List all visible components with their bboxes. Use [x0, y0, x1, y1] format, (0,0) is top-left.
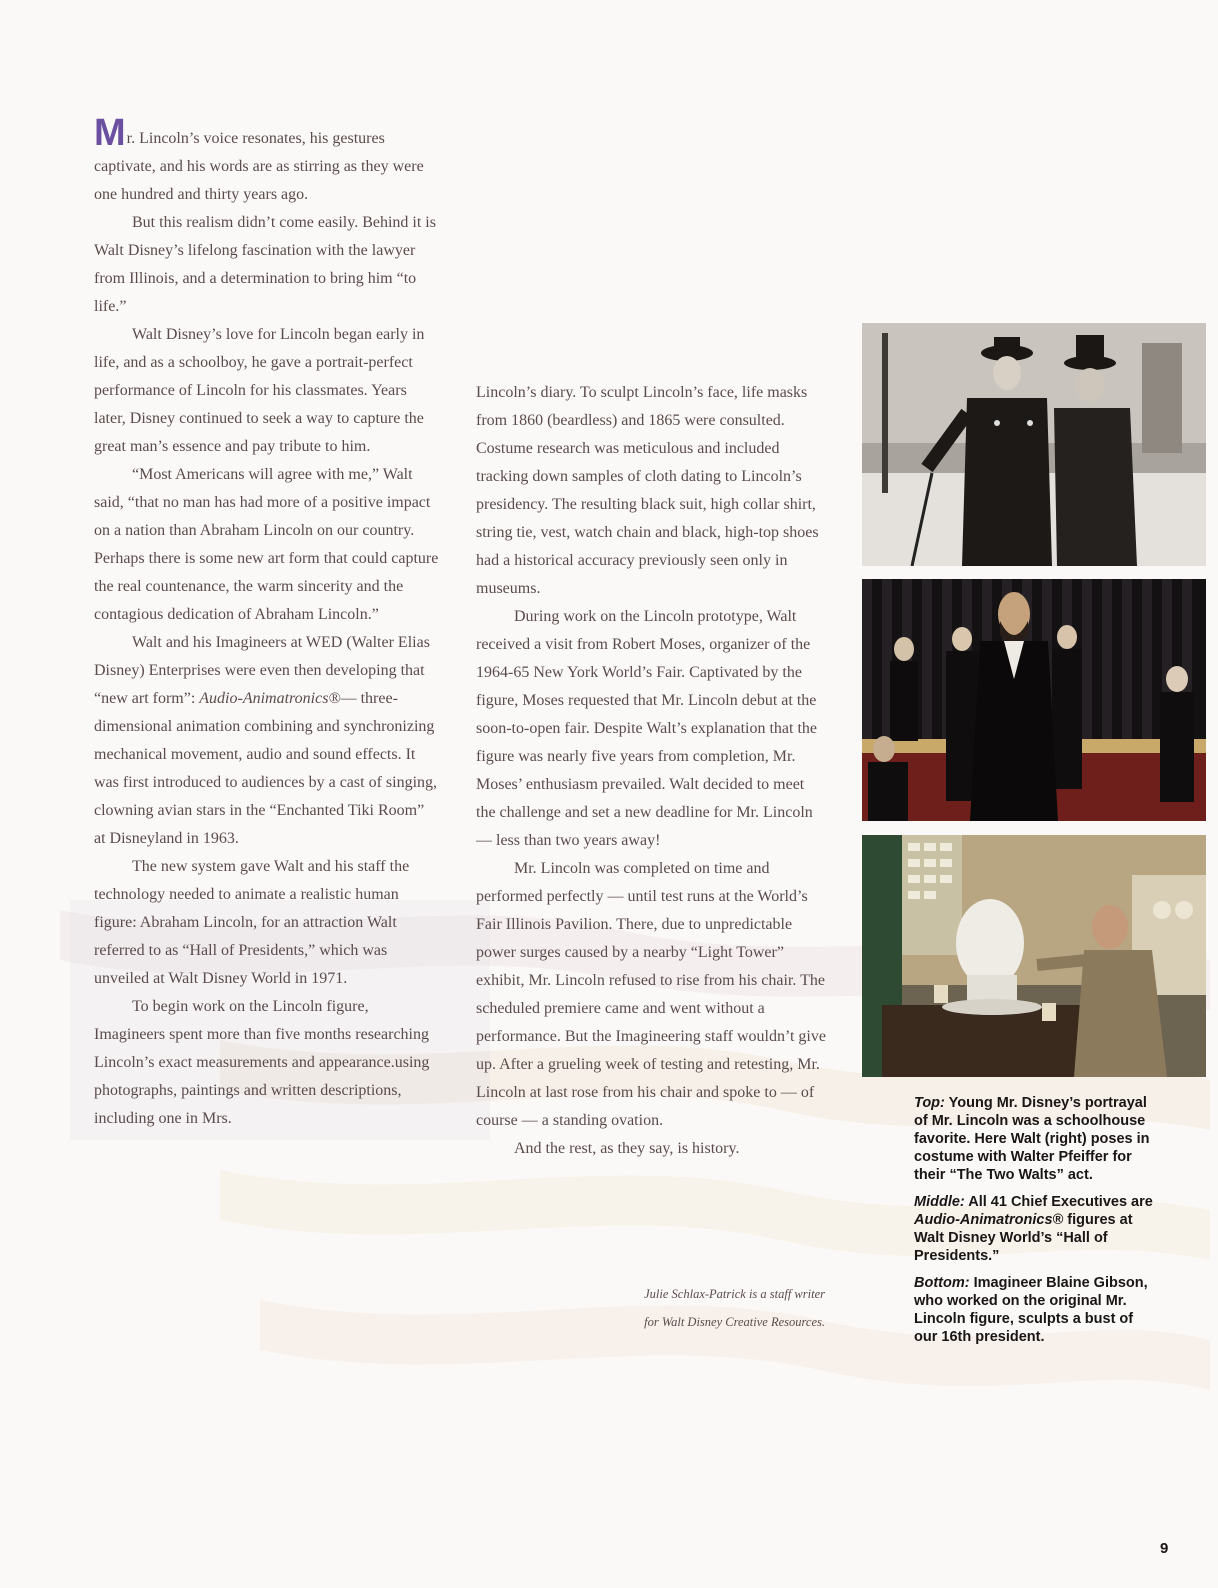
photo-sculptor-blaine-gibson: [862, 835, 1206, 1077]
paragraph: Lincoln’s diary. To sculpt Lincoln’s face, life masks from 1860 (beardless) and 1865 were consulted. Costume research was meticulous and included tracking down samples of cloth dating to Lincoln’s presidency. The resulting black suit, high collar shirt, string tie, vest, watch chain and black, high-top shoes had a historical accuracy previously seen only in museums.: [476, 384, 819, 597]
paragraph: Mr. Lincoln’s voice resonates, his gestures captivate, and his words are as stirring as they were one hundred and thirty years ago.: [94, 112, 424, 203]
article-column-2: [476, 379, 826, 1163]
paragraph: And the rest, as they say, is history.: [514, 1140, 740, 1157]
photo-hall-of-presidents: [862, 579, 1206, 821]
paragraph: Walt Disney’s love for Lincoln began early in life, and as a schoolboy, he gave a portrait-perfect performance of Lincoln for his classmates. Years later, Disney continued to seek a way to capture the great man’s essence and pay tribute to him.: [94, 326, 425, 455]
paragraph: “Most Americans will agree with me,” Walt said, “that no man has had more of a positive impact on a nation than Abraham Lincoln on our country. Perhaps there is some new art form that could capture the real countenance, the warm sincerity and the contagious dedication of Abraham Lincoln.”: [94, 466, 439, 623]
caption-middle: Middle: All 41 Chief Executives are Audio-Animatronics® figures at Walt Disney World’s “Hall of Presidents.”: [914, 1194, 1153, 1264]
article-column-1: [94, 112, 439, 1133]
paragraph: Mr. Lincoln was completed on time and performed perfectly — until test runs at the World’s Fair Illinois Pavilion. There, due to unpredictable power surges caused by a nearby “Light Tower” exhibit, Mr. Lincoln refused to rise from his chair. The scheduled premiere came and went without a performance. But the Imagineering staff wouldn’t give up. After a grueling week of testing and retesting, Mr. Lincoln at last rose from his chair and spoke to — of course — a standing ovation.: [476, 860, 826, 1129]
term-audio-animatronics: Audio-Animatronics®: [199, 690, 341, 707]
paragraph: During work on the Lincoln prototype, Walt received a visit from Robert Moses, organizer of the 1964-65 New York World’s Fair. Captivated by the figure, Moses requested that Mr. Lincoln debut at the soon-to-open fair. Despite Walt’s explanation that the figure was nearly five years from completion, Mr. Moses’ enthusiasm prevailed. Walt decided to meet the challenge and set a new deadline for Mr. Lincoln — less than two years away!: [476, 608, 817, 849]
paragraph: The new system gave Walt and his staff the technology needed to animate a realistic human figure: Abraham Lincoln, for an attraction Walt referred to as “Hall of Presidents,” which was unveiled at Walt Disney World in 1971.: [94, 858, 410, 987]
photo-two-walts: [862, 323, 1206, 566]
caption-top: Top: Young Mr. Disney’s portrayal of Mr. Lincoln was a schoolhouse favorite. Here Walt (right) poses in costume with Walter Pfeiffer for their “The Two Walts” act.: [914, 1095, 1150, 1183]
drop-cap: M: [94, 112, 126, 154]
photo-captions: [914, 1094, 1159, 1355]
paragraph: But this realism didn’t come easily. Behind it is Walt Disney’s lifelong fascination with the lawyer from Illinois, and a determination to bring him “to life.”: [94, 214, 436, 315]
caption-bottom: Bottom: Imagineer Blaine Gibson, who worked on the original Mr. Lincoln figure, sculpts a bust of our 16th president.: [914, 1275, 1148, 1345]
paragraph: To begin work on the Lincoln figure, Imagineers spent more than five months researching Lincoln’s exact measurements and appearance.using photographs, paintings and written descriptions, including one in Mrs.: [94, 998, 430, 1127]
paragraph: Walt and his Imagineers at WED (Walter Elias Disney) Enterprises were even then developing that “new art form”: Audio-Animatronics®— three-dimensional animation combining and synchronizing mechanical movement, audio and sound effects. It was first introduced to audiences by a cast of singing, clowning avian stars in the “Enchanted Tiki Room” at Disneyland in 1963.: [94, 634, 438, 847]
author-byline: Julie Schlax-Patrick is a staff writer for Walt Disney Creative Resources.: [644, 1287, 825, 1329]
page-number: 9: [1160, 1540, 1169, 1557]
